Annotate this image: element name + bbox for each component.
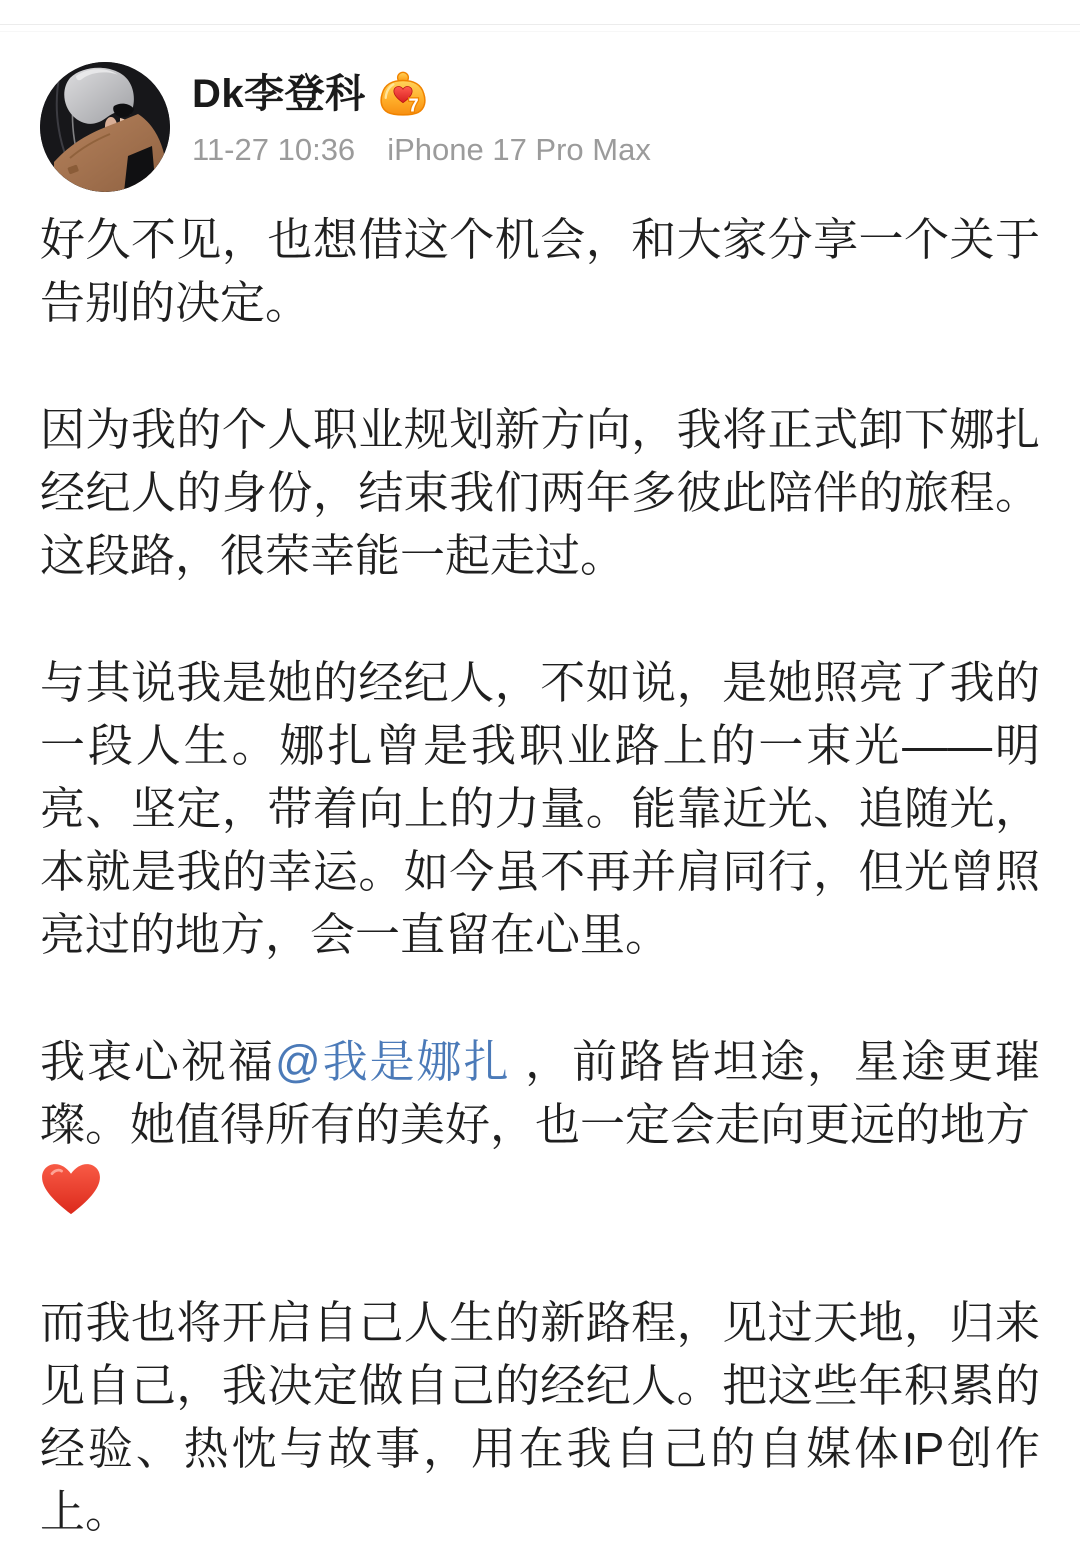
paragraph-text: 好久不见，也想借这个机会，和大家分享一个关于告别的决定。: [40, 214, 1040, 328]
username[interactable]: Dk李登科: [192, 72, 366, 116]
top-divider: [0, 24, 1080, 25]
avatar-image: [40, 62, 170, 192]
post-meta: [192, 131, 651, 169]
top-divider-soft: [0, 31, 1080, 32]
post-paragraph: [40, 651, 1040, 966]
post-paragraph: [40, 398, 1040, 587]
paragraph-text: 因为我的个人职业规划新方向，我将正式卸下娜扎经纪人的身份，结束我们两年多彼此陪伴的旅程。这段路，很荣幸能一起走过。: [40, 404, 1040, 581]
vip-crown-icon: [378, 70, 428, 118]
paragraph-text: 而我也将开启自己人生的新路程，见过天地，归来见自己，我决定做自己的经纪人。把这些年积累的经验、热忱与故事，用在我自己的自媒体IP创作上。: [40, 1297, 1040, 1537]
post-content: [40, 208, 1040, 1543]
name-row: [192, 70, 651, 118]
post-paragraph: [40, 1030, 1040, 1227]
badge-level: 7: [408, 94, 419, 116]
device-source[interactable]: iPhone 17 Pro Max: [387, 132, 651, 167]
red-heart-emoji: [40, 1161, 1040, 1227]
header-text: [192, 62, 651, 169]
mention-link[interactable]: @我是娜扎: [274, 1036, 511, 1087]
paragraph-text: 我衷心祝福: [40, 1036, 275, 1087]
timestamp: 11-27 10:36: [192, 132, 356, 167]
user-avatar[interactable]: [40, 62, 170, 192]
post-paragraph: [40, 208, 1040, 334]
paragraph-text: ，前路皆坦途，星途更璀璨。她值得所有的美好，也一定会走向更远的地方: [40, 1036, 1040, 1150]
post-header: [40, 62, 1040, 192]
paragraph-text: 与其说我是她的经纪人，不如说，是她照亮了我的一段人生。娜扎曾是我职业路上的一束光——明亮、坚定，带着向上的力量。能靠近光、追随光，本就是我的幸运。如今虽不再并肩同行，但光曾照亮过的地方，会一直留在心里。: [40, 657, 1040, 960]
post-paragraph: [40, 1291, 1040, 1543]
